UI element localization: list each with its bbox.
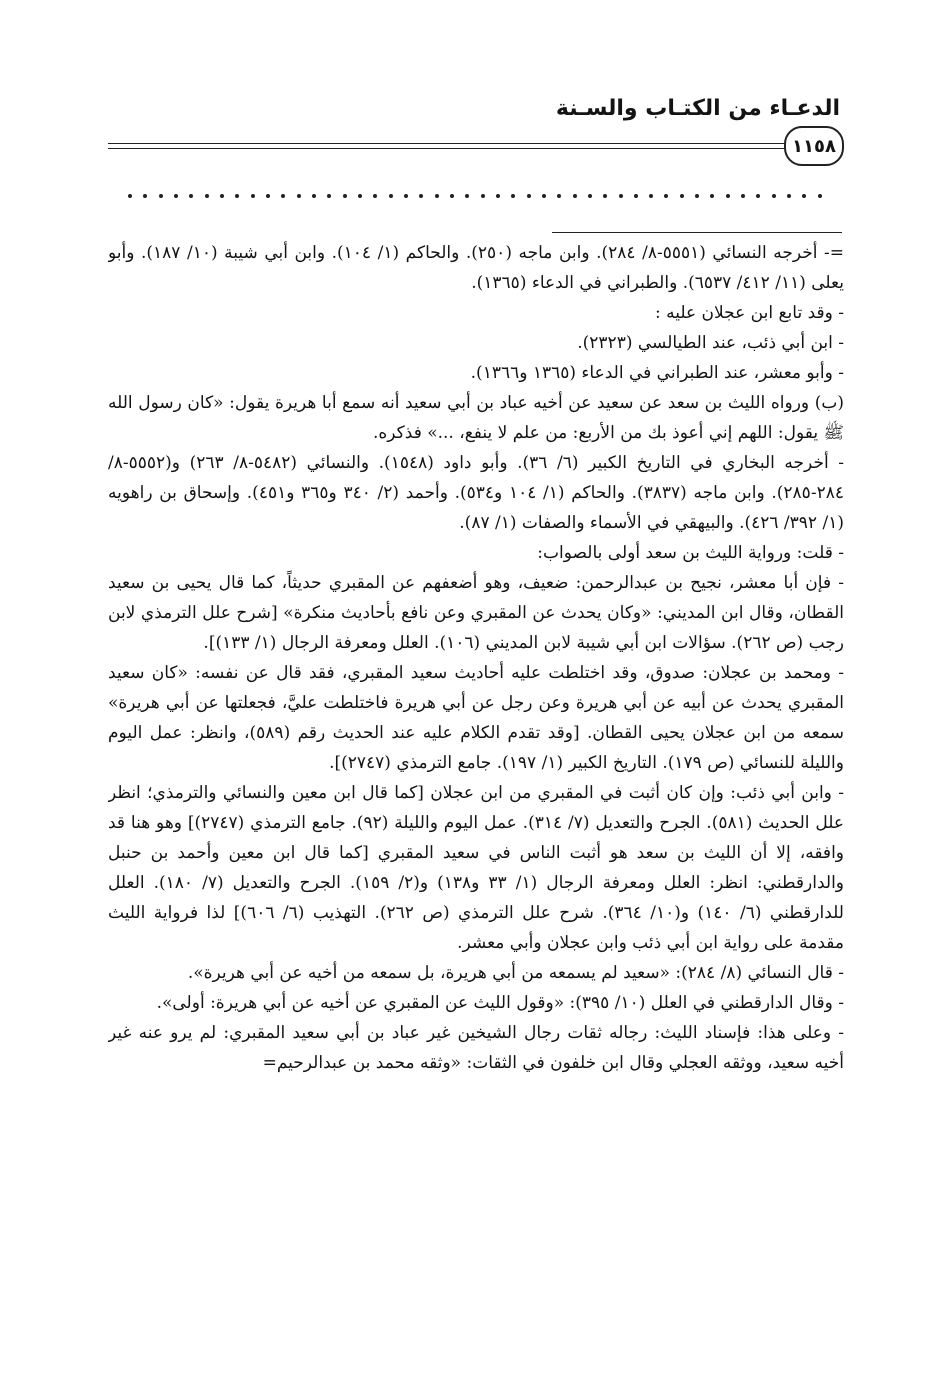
separator-dot bbox=[343, 194, 347, 198]
separator-dot bbox=[174, 194, 178, 198]
separator-dot bbox=[143, 194, 147, 198]
separator-dot bbox=[664, 194, 668, 198]
paragraph: - وقد تابع ابن عجلان عليه : bbox=[654, 303, 844, 323]
separator-dot bbox=[189, 194, 193, 198]
separator-dot bbox=[251, 194, 255, 198]
separator-dot bbox=[235, 194, 239, 198]
paragraph: - وابن أبي ذئب: وإن كان أثبت في المقبري من ابن عجلان [كما قال ابن معين والنسائي والترمذي؛ انظر علل الحديث (٥٨١). الجرح والتعديل (٧/ ٣١٤). عمل اليوم والليلة (٩٢). جامع الترمذي (٢٧٤٧)] وهو هنا قد وافقه، إلا أن الليث بن سعد هو أثبت الناس في سعيد المقبري [كما قال ابن معين وأحمد بن حنبل والدارقطني: انظر: العلل ومعرفة الرجال (١/ ٣٣ و١٣٨) و(٢/ ١٥٩). الجرح والتعديل (٧/ ١٨٠). العلل للدارقطني (٦/ ١٤٠) و(١٠/ ٣٦٤). شرح علل الترمذي (ص ٢٦٢). التهذيب (٦/ ٦٠٦)] لذا فرواية الليث مقدمة على رواية ابن أبي ذئب وابن عجلان وأبي معشر. bbox=[108, 783, 844, 953]
separator-dot bbox=[159, 194, 163, 198]
separator-dot bbox=[542, 194, 546, 198]
separator-dot bbox=[496, 194, 500, 198]
separator-dot bbox=[772, 194, 776, 198]
separator-dot bbox=[619, 194, 623, 198]
paragraph: - ومحمد بن عجلان: صدوق، وقد اختلطت عليه أحاديث سعيد المقبري، فقد قال عن نفسه: «كان سعيد المقبري يحدث عن أبيه عن أبي هريرة وعن رجل عن أبي هريرة فاختلطت عليَّ، فجعلتها عن أبي هريرة» سمعه من ابن عجلان يحيى القطان. [وقد تقدم الكلام عليه عند الحديث رقم (٥٨٩)، وانظر: عمل اليوم والليلة للنسائي (ص ١٧٩). التاريخ الكبير (١/ ١٩٧). جامع الترمذي (٢٧٤٧)]. bbox=[108, 663, 844, 773]
running-title: الدعـاء من الكتـاب والسـنة bbox=[555, 96, 840, 121]
separator-dot bbox=[741, 194, 745, 198]
separator-dot bbox=[205, 194, 209, 198]
paragraph: - أخرجه البخاري في التاريخ الكبير (٦/ ٣٦). وأبو داود (١٥٤٨). والنسائي (٥٤٨٢-٨/ ٢٦٣) و(٥٥٥٢-٨/ ٢٨٤-٢٨٥). وابن ماجه (٣٨٣٧). والحاكم (١/ ١٠٤ و٥٣٤). وأحمد (٢/ ٣٤٠ و٣٦٥ و٤٥١). وإسحاق بن راهويه (١/ ٣٩٢/ ٤٢٦). والبيهقي في الأسماء والصفات (١/ ٨٧). bbox=[108, 453, 844, 533]
separator-dot bbox=[511, 194, 515, 198]
separator-dot bbox=[358, 194, 362, 198]
separator-dot bbox=[327, 194, 331, 198]
header-double-rule bbox=[108, 143, 792, 149]
paragraph: - ابن أبي ذئب، عند الطيالسي (٢٣٢٣). bbox=[577, 333, 844, 353]
separator-dot bbox=[756, 194, 760, 198]
paragraph: - قلت: ورواية الليث بن سعد أولى بالصواب: bbox=[537, 543, 844, 563]
separator-dot bbox=[128, 194, 132, 198]
paragraph: - وقال الدارقطني في العلل (١٠/ ٣٩٥): «وقول الليث عن المقبري عن أخيه عن أبي هريرة: أولى». bbox=[156, 993, 844, 1013]
separator-dot bbox=[726, 194, 730, 198]
paragraph: - قال النسائي (٨/ ٢٨٤): «سعيد لم يسمعه من أبي هريرة، بل سمعه من أخيه عن أبي هريرة». bbox=[187, 963, 844, 983]
separator-dot bbox=[802, 194, 806, 198]
separator-dot bbox=[435, 194, 439, 198]
paragraph: - وعلى هذا: فإسناد الليث: رجاله ثقات رجال الشيخين غير عباد بن أبي سعيد المقبري: لم يرو عنه غير أخيه سعيد، ووثقه العجلي وقال ابن خلفون في الثقات: «وثقه محمد بن عبدالرحيم= bbox=[108, 1023, 844, 1073]
separator-dot bbox=[389, 194, 393, 198]
separator-dot bbox=[710, 194, 714, 198]
separator-dot bbox=[603, 194, 607, 198]
separator-dot bbox=[787, 194, 791, 198]
page-number-badge: ١١٥٨ bbox=[784, 126, 844, 166]
separator-dot bbox=[818, 194, 822, 198]
separator-dot bbox=[481, 194, 485, 198]
footnote-text bbox=[108, 238, 844, 1326]
separator-dot bbox=[695, 194, 699, 198]
separator-dot bbox=[312, 194, 316, 198]
separator-dot bbox=[281, 194, 285, 198]
separator-dot bbox=[266, 194, 270, 198]
separator-dot bbox=[297, 194, 301, 198]
separator-dot bbox=[527, 194, 531, 198]
separator-dot bbox=[450, 194, 454, 198]
separator-dot bbox=[680, 194, 684, 198]
footnote-rule bbox=[552, 232, 842, 233]
paragraph: (ب) ورواه الليث بن سعد عن سعيد عن أخيه عباد بن أبي سعيد أنه سمع أبا هريرة يقول: «كان رسول الله ﷺ يقول: اللهم إني أعوذ بك من الأربع: من علم لا ينفع، ...» فذكره. bbox=[108, 393, 844, 443]
separator-dot bbox=[557, 194, 561, 198]
separator-dot bbox=[573, 194, 577, 198]
separator-dot bbox=[588, 194, 592, 198]
separator-dot bbox=[465, 194, 469, 198]
separator-dot bbox=[649, 194, 653, 198]
separator-dot bbox=[404, 194, 408, 198]
paragraph: =- أخرجه النسائي (٥٥٥١-٨/ ٢٨٤). وابن ماجه (٢٥٠). والحاكم (١/ ١٠٤). وابن أبي شيبة (١٠/ ١٨٧). وأبو يعلى (١١/ ٤١٢/ ٦٥٣٧). والطبراني في الدعاء (١٣٦٥). bbox=[108, 243, 844, 293]
separator-dot bbox=[634, 194, 638, 198]
paragraph: - فإن أبا معشر، نجيح بن عبدالرحمن: ضعيف، وهو أضعفهم عن المقبري حديثاً، كما قال يحيى بن سعيد القطان، وقال ابن المديني: «وكان يحدث عن المقبري وعن نافع بأحاديث منكرة» [شرح علل الترمذي لابن رجب (ص ٢٦٢). سؤالات ابن أبي شيبة لابن المديني (١٠٦). العلل ومعرفة الرجال (١/ ١٣٣)]. bbox=[108, 573, 844, 653]
paragraph: - وأبو معشر، عند الطبراني في الدعاء (١٣٦٥ و١٣٦٦). bbox=[470, 363, 844, 383]
dotted-separator bbox=[128, 194, 822, 198]
separator-dot bbox=[220, 194, 224, 198]
separator-dot bbox=[373, 194, 377, 198]
separator-dot bbox=[419, 194, 423, 198]
